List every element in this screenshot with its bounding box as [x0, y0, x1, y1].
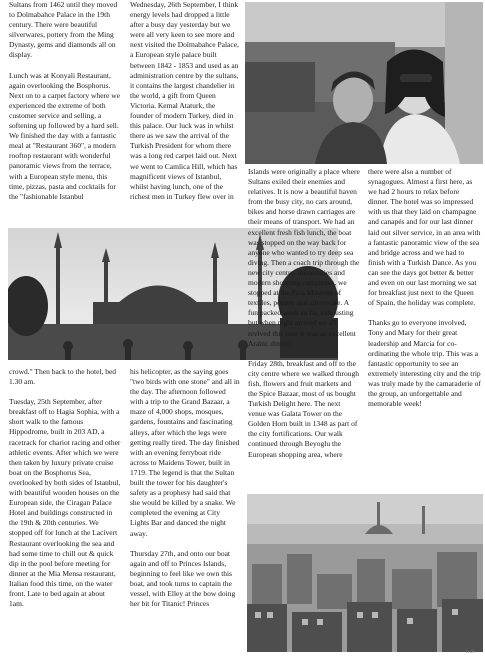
column-2-bottom	[130, 367, 240, 609]
paragraph: Thursday 27th, and onto our boat again and off to Princes Islands, beginning to feel like we own this boat, and took turns to captain the vessel, with Elley at the bow doing her bit for Titanic! Princes	[130, 548, 236, 609]
column-3	[248, 167, 360, 460]
paragraph: Sultans from 1462 until they moved to Dolmabahce Palace in the 19th century. There were beautiful silverwares, pottery from the Ming Dynasty, gems and diamonds all on display.	[9, 0, 118, 60]
paragraph: crowd." Then back to the hotel, bed 1.30 am.	[9, 367, 117, 387]
couple-photo	[245, 2, 483, 164]
paragraph: Lunch was at Konyali Restaurant, again overlooking the Bosphorus. Next on to a carpet factory where we experienced the extreme of both customer service and selling, a softening up followed by a hard sell. We finished the day with a fantastic meal at "Restaurant 360", a modern rooftop restaurant with wonderful panoramic views from the terrace, with a European style menu, this time, pizzas, pasta and cocktails for the "fashionable Istanbul	[9, 70, 120, 201]
paragraph: there were also a number of synagogues. Almost a first here, as we had 2 hours to relax before dinner. The hotel was so impressed with us that they laid on champagne and canapés and for our last dinner laid out silver service, in an area with a fantastic panoramic view of the sea and bridge across and we had to finish with a Turkish Dance. As you can see the days got better & better and even on our last morning we sat for breakfast just next to the Queen of Spain, the holiday was complete.	[368, 167, 481, 308]
column-1-bottom	[9, 367, 121, 609]
paragraph: Friday 28th, breakfast and off to the city centre where we walked through fish, flowers and fruit markets and the Spice Bazaar, most of us bought Turkish Delight here. The next venue was Galata Tower on the Golden Horn built in 1348 as part of the city fortifications. Our walk continued through Beyoglu the European shopping area, where	[248, 358, 359, 459]
column-1-top	[9, 0, 121, 202]
column-4	[368, 167, 481, 409]
paragraph: his helicopter, as the saying goes "two birds with one stone" and all in the day. The afternoon followed with a trip to the Grand Bazaar, a maze of 4,000 shops, mosques, gardens, fountains and fascinating alleys, after which the legs were getting really tired. The day finished with an evening ferryboat ride across to Maidens Tower, built in 1719. The legend is that the Sultan built the tower for his daughter's safety as a prophesy had said that she would be killed by a snake. We completed the evening at City Lights Bar and danced the night away.	[130, 367, 240, 538]
paragraph: Tuesday, 25th September, after breakfast off to Hagia Sophia, with a short walk to the famous Hippodrome, built in 203 AD, a racetrack for chariot racing and other athletic events. After which we were then taken by luxury private cruise boat on the Bosphorus Sea, overlooked by both sides of Istanbul, with beautiful wooden houses on the European side, the Ciragan Palace Hotel and buildings constructed in the 19th & 20th centuries. We stopped off for lunch at the Lacivert Restaurant overlooking the sea and had some time to chill out & quick dip in the pool before meeting for dinner at the Mia Mensa restaurant, Italian food this time, on the water front. Late to bed again at about 1am.	[9, 397, 121, 609]
paragraph: Wednesday, 26th September, I think energy levels had dropped a little after a busy day yesterday but we were all very keen to see more and next visited the Dolmabahce Palace, a European style palace built between 1842 - 1853 and used as an administration centre by the sultans, it contains the largest chandelier in the world, a gift from Queen Victoria. Kemal Ataturk, the founder of modern Turkey, died in this palace. Our luck was in whilst there as we saw the arrival of the Turkish President for whom there was a long red carpet laid out. Next we went to Camlica Hill, which has magnificent views of Istanbul, whilst having lunch, one of the richest men in Turkey flew over in	[130, 0, 239, 201]
istanbul-cityscape-photo	[247, 494, 483, 652]
paragraph: Thanks go to everyone involved, Tony and Mary for their great leadership and Marcia for co-ordinating the whole trip. This was a fantastic opportunity to see an extremely interesting city and the trip was truly made by the camaraderie of the group, an unforgettable and memorable week!	[368, 318, 481, 409]
paragraph: Islands were originally a place where Sultans exiled their enemies and relatives. It is now a beautiful haven from the busy city, no cars around, bikes and horse drawn carriages are their means of transport. We had an excellent fresh fish lunch, the boat was stopped on the way back for anyone who wanted to try deep sea diving. Then a coach trip through the new city centre, universities and modern shopping complexes, we stopped at the Pera Museum of textiles, pottery and silverware. A fun packed week so far, exhausting but when night arrived we all revived this time it was an excellent Arabic dinner.	[248, 167, 360, 348]
column-2-top	[130, 0, 240, 202]
page-number: 11-20	[465, 649, 475, 654]
